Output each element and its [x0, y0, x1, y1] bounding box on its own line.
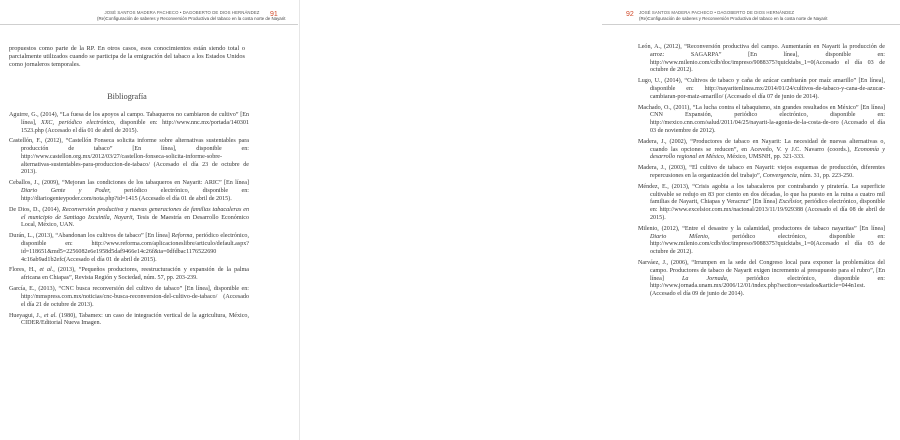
page-number-left: 91	[270, 11, 278, 18]
reference-entry: Flores, H., et al., (2013), “Pequeños productores, reestructuración y expansión de la palma africana en Chiapas”, Revista Región y Sociedad, núm. 57, pp. 203-239.	[9, 267, 249, 282]
reference-entry: Aguirre, G., (2014), “La fuesa de los apoyos al campo. Tabaqueros no cambiaron de cultivo” [En línea], XXC, periódico electrónico, disponible en: http://www.nnc.mx/portada/140301 1523.php (Accesado el día 01 de abril de 2015).	[9, 112, 250, 134]
page-number-right: 92	[626, 11, 634, 18]
header-title: (Re)Configuración de saberes y Reconversión Productiva del tabaco en la costa norte de Nayarit	[639, 16, 828, 21]
reference-entry: Madera, J., (2003), “El cultivo de tabaco en Nayarit: viejos esquemas de producción, diferentes repercusiones en la organización del trabajo”, Convergencia, núm. 31, pp. 223-250.	[638, 165, 885, 179]
reference-entry: García, E., (2013), “CNC busca reconversión del cultivo de tabaco” [En línea], disponible en: http://mmspress.com.mx/noticias/cnc-busca-reconversion-del-cultivo-de-tabaco/ (Accesado el día 21 de octubre de 2013).	[9, 286, 249, 308]
reference-entry: Lugo, U., (2014), “Cultivos de tabaco y caña de azúcar cambiarán por maíz amarillo” [En línea], disponible en: http://nayaritenlinea.mx/2014/01/24/cultivos-de-tabaco-y-cana-de-azucar-cambiaran-por-maiz-amarillo/ (Accesado el día 07 de junio de 2014).	[638, 78, 885, 100]
reference-entry: De Dios, D., (2014), Reconversión productiva y nuevas generaciones de familias tabacaleras en el municipio de Santiago Ixcuintla, Nayarit, Tesis de Maestría en Desarrollo Económico Local, México, UAN.	[9, 206, 250, 229]
header-authors: JOSÉ SANTOS MADERA PACHECO • DAGOBERTO DE DIOS HERNÁNDEZ	[104, 10, 260, 15]
reference-entry: Milenio, (2012), “Entre el desastre y la calamidad, productores de tabaco nayaritas” [En línea] Diario Milenio, periódico electrónico, disponible en: http://www.milenio.com/cdb/doc/impreso/9088375?quicktabs_1=0(Accesado el día 03 de octubre de 2012).	[638, 225, 885, 256]
reference-entry: Méndez, E., (2013), “Crisis agobia a los tabacaleros por contrabando y piratería. La superficie cultivable se redujo en 83 por ciento en dos décadas, lo que ha puesto en la ruina a cuatro mil familias de Nayarit, Chiapas y Veracruz” [En línea] Excélsior, periódico electrónico, disponible en: http://www.excelsior.com.mx/nacional/2013/11/19/929388 (Accesado el día 08 de abril de 2015).	[638, 183, 885, 221]
reference-entry: Madera, J., (2002), “Productores de tabaco en Nayarit: La necesidad de nuevas alternativas o, cuando las opciones se reducen”, en Acevedo, V. y J.C. Navarro (coords.), Economía y desarrollo regional en México, México, UMSNH, pp. 321-333.	[638, 138, 885, 161]
reference-entry: Ceballos, J., (2009), “Mejoran las condiciones de los tabaqueros en Nayarit: ARIC” [En línea] Diario Gente y Poder, periódico electrónico, disponible en: http://diariogenteypoder.com/nota.php?id=1415 (Accesado el día 01 de abril de 2015).	[9, 180, 249, 202]
reference-entry: Narváez, J., (2006), “Irrumpen en la sede del Congreso local para exponer la problemática del campo. Productores de tabaco de Nayarit exigen incremento al presupuesto para el rubro”, [En línea] La Jornada, periódico electrónico, disponible en: http://www.jornada.unam.mx/2006/12/01/index.php?section=estados&article=044n1est. (Accesado el día 09 de junio de 2014).	[638, 260, 885, 298]
reference-entry: Hueyagui, J., et al. (1980), Tabamex: un caso de integración vertical de la agricultura, México, CIDER/Editorial Nueva Imagen.	[9, 312, 249, 327]
reference-entry: Machado, O., (2011), “La lucha contra el tabaquismo, sin grandes resultados en México” [En línea] CNN Expansión, periódico electrónico, disponible en: http://mexico.cnn.com/salud/2011/04/25/nayarit-la-agonia-de-la-costa-de-oro (Accesado el día 03 de noviembre de 2012).	[638, 104, 885, 134]
bibliography-heading: Bibliografía	[107, 92, 147, 101]
reference-entry: León, A., (2012), “Reconversión productiva del campo. Aumentarán en Nayarit la producción de arroz: SAGARPA” [En línea], disponible en: http://www.milenio.com/cdb/doc/impreso/9088375?quicktabs_1=0(Accesado el día 03 de octubre de 2012).	[638, 44, 885, 74]
header-title: (Re)Configuración de saberes y Reconversión Productiva del tabaco en la costa norte de Nayarit	[97, 16, 286, 21]
reference-entry: Durán, L., (2013), “Abandonan los cultivos de tabaco” [En línea] Reforma, periódico electrónico, disponible en: http://www.reforma.com/aplicacioneslibre/articulo/default.aspx?id=118651&md5=2256082e6e1958d5daf9466e14c26f&ta=0dfdbac1176522690 4c16ab9ad1b2efc(Accesado el día 01 de abril de 2015).	[9, 233, 249, 263]
reference-list-right	[638, 44, 885, 302]
left-page	[0, 0, 300, 440]
right-page	[300, 0, 885, 440]
reference-list-left	[9, 112, 249, 331]
running-header-right	[639, 10, 828, 32]
reference-entry: Castellón, F., (2012), “Castellón Fonseca solicita informe sobre alternativas sustentables para producción de tabaco” [En línea], disponible en: http://www.castellon.org.mx/2012/03/27/castellon-fonseca-solicita-informe-sobre-alternativas-sustentables-para-produccion-de-tabaco/ (Accesado el día 23 de octubre de 2013).	[9, 138, 249, 176]
header-rule-left	[0, 24, 298, 25]
header-authors: JOSÉ SANTOS MADERA PACHECO • DAGOBERTO DE DIOS HERNÁNDEZ	[639, 10, 795, 15]
header-rule-right	[602, 24, 900, 25]
continuation-paragraph: propuestos como parte de la RP. En otros casos, esos conocimientos están siendo total o parcialmente utilizados cuando se participa de la emigración del tabaco a los Estados Unidos como jornaleros temporales.	[9, 45, 245, 68]
